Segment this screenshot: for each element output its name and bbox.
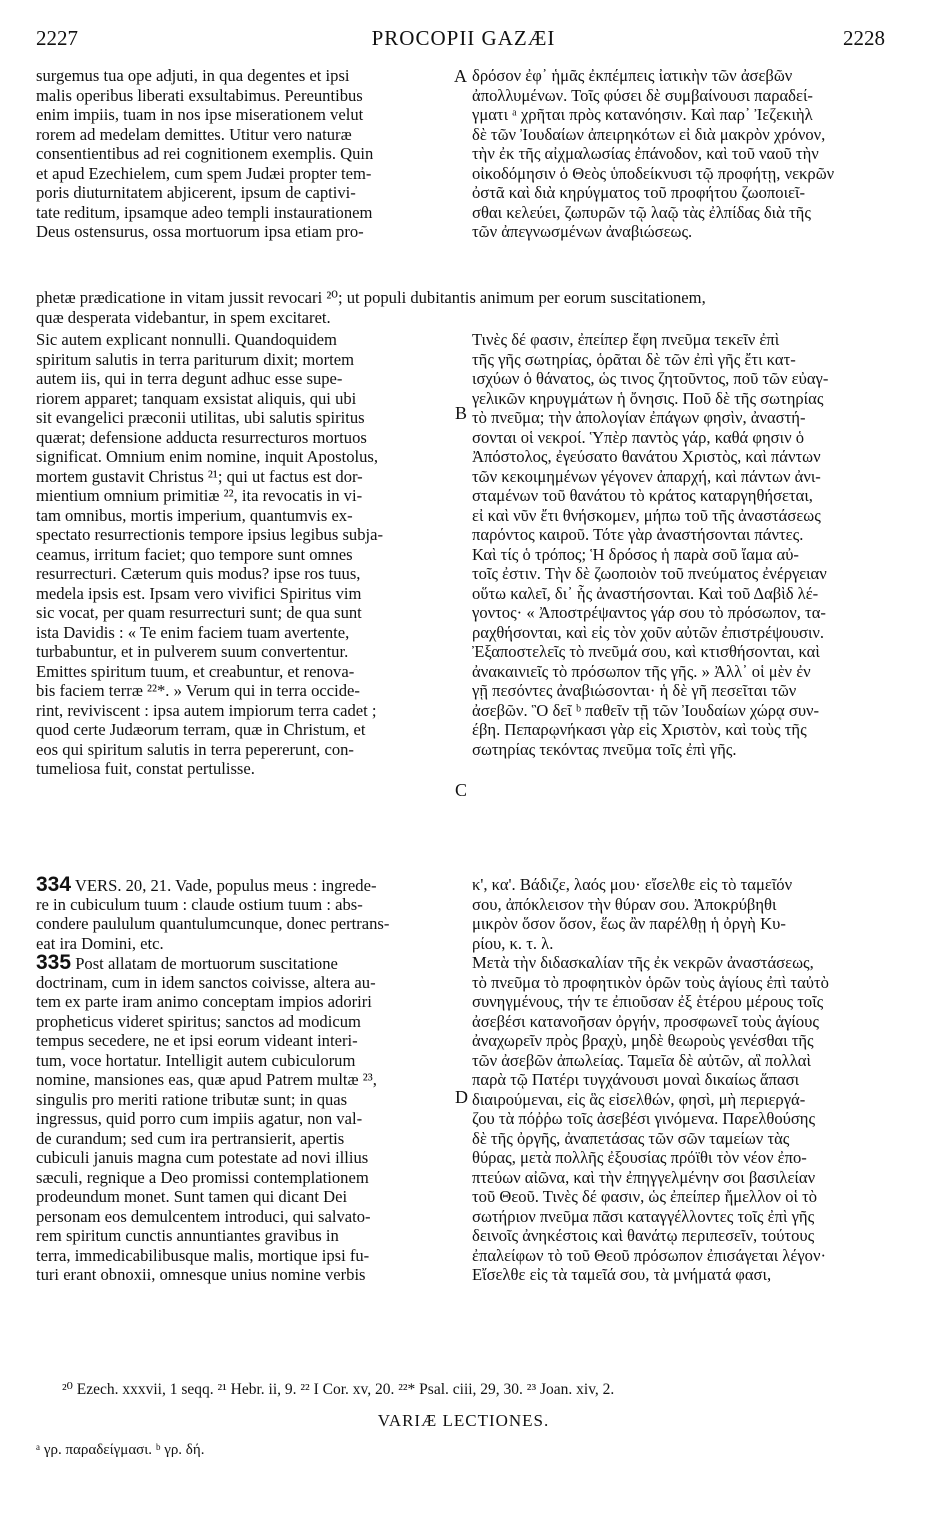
- text-line: κ', κα'. Βάδιζε, λαός μου· εἴσελθε εἰς τὸ ταμεῖόν: [472, 875, 793, 894]
- text-line: τὸ πνεῦμα τὸ προφητικὸν ὁρῶν τοὺς ἁγίους ἐπὶ ταὐτὸ: [472, 972, 829, 992]
- text-line: ἀναχωρεῖν πρὸς βραχὺ, μηδὲ θεωροὺς γενέσθαι τῆς: [472, 1031, 814, 1050]
- text-line: mientium omnium primitiæ ²², ita revocatis in vi-: [36, 486, 363, 505]
- text-line: quod certe Judæorum terram, quæ in Christum, et: [36, 720, 366, 739]
- text-line: τὸ πνεῦμα; τὴν ἀπολογίαν ἐπάγων φησὶν, ἀναστή-: [472, 408, 806, 427]
- text-line: et apud Ezechielem, cum spem Judæi propter tem-: [36, 163, 372, 183]
- text-line: τῶν ἀπεγνωσμένων ἀναβιώσεως.: [472, 222, 693, 241]
- greek-column-top: [472, 66, 902, 242]
- text-line: σθαι κελεύει, ζωπυρῶν τῷ λαῷ τὰς ἐλπίδας διὰ τῆς: [472, 202, 811, 222]
- section-number: 334: [36, 875, 72, 895]
- text-line: phetæ prædicatione in vitam jussit revocari ²⁰; ut populi dubitantis animum per eorum suscitationem,: [36, 288, 706, 307]
- text-line: ingressus, quid porro cum impiis agatur, non val-: [36, 1109, 363, 1128]
- text-line: Sic autem explicant nonnulli. Quandoquidem: [36, 330, 337, 349]
- text-line: enim impiis, tuam in nos ipse miserationem velut: [36, 105, 364, 124]
- text-line: condere paululum quantulumcunque, donec pertrans-: [36, 914, 390, 933]
- text-line: quæ desperata videbantur, in spem excitaret.: [36, 307, 331, 327]
- text-line: singulis pro meriti ratione tributæ sunt; in quas: [36, 1089, 348, 1109]
- text-line: τῶν κεκοιμημένων γέγονεν ἀπαρχή, καὶ πάντων ἀνι-: [472, 466, 821, 486]
- text-line: tum, voce hortatur. Intelligit autem cubiculorum: [36, 1050, 356, 1070]
- left-page-number: 2227: [36, 26, 78, 50]
- variae-lectiones-title: VARIÆ LECTIONES.: [377, 1411, 550, 1430]
- text-line: Μετὰ τὴν διδασκαλίαν τῆς ἐκ νεκρῶν ἀναστάσεως,: [472, 953, 814, 972]
- text-line: δὲ τῶν Ἰουδαίων ἀπειρηκότων εἰ διὰ μακρὸν χρόνον,: [472, 124, 826, 144]
- text-line: Εἴσελθε εἰς τὰ ταμεῖά σου, τὰ μνήματά φασι,: [472, 1265, 772, 1284]
- text-line: τῶν ἀσεβῶν ἀπωλείας. Ταμεῖα δὲ αὐτῶν, αἳ πολλαὶ: [472, 1050, 811, 1070]
- text-line: σονται οἱ νεκροί. Ὑπὲρ παντὸς γάρ, καθά φησιν ὁ: [472, 427, 805, 447]
- text-line: surgemus tua ope adjuti, in qua degentes et ipsi: [36, 66, 350, 85]
- text-line: tempus secedere, ne et ipsi eorum videant interi-: [36, 1031, 358, 1050]
- text-line: γοντος· « Ἀποστρέψαντος γάρ σου τὸ πρόσωπον, τα-: [472, 603, 826, 622]
- text-line: πτεύων αἰῶνα, καὶ τὴν ἐπηγγελμένην σοι βασιλείαν: [472, 1167, 816, 1187]
- paragraph-start: Post allatam de mortuorum suscitatione: [75, 954, 338, 973]
- margin-marker-c: C: [455, 780, 468, 800]
- text-line: [36, 953, 454, 973]
- text-line: εἰ καὶ νῦν ἔτι θνήσκομεν, μήπω τοῦ τῆς ἀναστάσεως: [472, 505, 821, 525]
- text-line: bis faciem terræ ²²*. » Verum qui in terra occide-: [36, 681, 360, 700]
- text-line: δεινοῖς ἀνηκέστοις καὶ θανάτῳ περιπεσεῖν, τούτους: [472, 1226, 815, 1245]
- text-line: μικρὸν ὅσον ὅσον, ἕως ἂν παρέλθῃ ἡ ὀργὴ Κυ-: [472, 914, 786, 933]
- text-line: tam omnibus, mortis imperium, quantumvis ex-: [36, 505, 353, 525]
- text-line: significat. Omnium enim nomine, inquit Apostolus,: [36, 447, 379, 466]
- text-line: rorem ad medelam demittes. Utitur vero naturæ: [36, 124, 352, 144]
- text-line: Τινὲς δέ φασιν, ἐπείπερ ἔφη πνεῦμα τεκεῖν ἐπὶ: [472, 330, 780, 349]
- text-line: ἀπολλυμένων. Τοῖς φύσει δὲ συμβαίνουσι παραδεί-: [472, 85, 813, 105]
- text-line: de curandum; sed cum ira pertransierit, apertis: [36, 1128, 345, 1148]
- text-line: quærat; defensione adducta resurrecturos mortuos: [36, 427, 367, 447]
- text-line: tumeliosa fuit, constat pertulisse.: [36, 759, 255, 778]
- text-line: παρόντος καιροῦ. Τότε γὰρ ἀναστήσονται πάντες.: [472, 525, 804, 544]
- text-line: σωτήριον πνεῦμα πᾶσι καταγγέλλοντες τοῖς ἐπὶ γῆς: [472, 1206, 815, 1226]
- text-line: τοῖς ἐστιν. Τὴν δὲ ζωοποιὸν τοῦ πνεύματος ἐνέργειαν: [472, 564, 827, 583]
- text-line: σωτηρίας τεκόντας πνεῦμα τοῖς ἐπὶ γῆς.: [472, 739, 737, 759]
- text-line: Ἀπόστολος, ἐγεύσατο θανάτου Χριστὸς, καὶ πάντων: [472, 447, 821, 466]
- text-line: autem iis, qui in terra degunt adhuc esse supe-: [36, 369, 343, 388]
- text-line: δρόσον ἐφ᾽ ἡμᾶς ἐκπέμπεις ἰατικὴν τῶν ἀσεβῶν: [472, 66, 793, 85]
- text-line: Καὶ τίς ὁ τρόπος; Ἡ δρόσος ἡ παρὰ σοῦ ἴαμα αὐ-: [472, 544, 799, 564]
- text-line: ἀσεβῶν. Ὃ δεῖ ᵇ παθεῖν τῇ τῶν Ἰουδαίων χώρᾳ συν-: [472, 700, 820, 720]
- text-line: παρὰ τῷ Πατέρι τυγχάνουσι μοναὶ δικαίως ἅπασι: [472, 1070, 800, 1089]
- text-line: poris diuturnitatem abjicerent, ipsum de captivi-: [36, 183, 356, 202]
- text-line: ραχθήσονται, καὶ εἰς τὸν χοῦν αὐτῶν ἐπιστρέψουσιν.: [472, 622, 825, 642]
- text-line: rem spiritum cunctis annuntiantes gravibus in: [36, 1226, 339, 1245]
- text-line: ισχύων ὁ θάνατος, ὡς τινος ζητοῦντος, ποῦ τῶν εὐαγ-: [472, 369, 829, 388]
- page-header: [0, 26, 927, 56]
- latin-column-bottom: [36, 875, 454, 1285]
- variae-lectiones: ᵃ γρ. παραδείγμασι. ᵇ γρ. δή.: [36, 1442, 205, 1458]
- right-page-number: 2228: [843, 26, 885, 50]
- text-line: τῆς γῆς σωτηρίας, ὁρᾶται δὲ τῶν ἐπὶ γῆς ἔτι κατ-: [472, 349, 796, 369]
- text-line: re in cubiculum tuum : claude ostium tuum : abs-: [36, 894, 363, 914]
- margin-marker-d: D: [455, 1087, 468, 1107]
- text-line: ceamus, irritum faciet; quo tempore sunt omnes: [36, 544, 353, 564]
- text-line: nomine, mansiones eas, quæ apud Patrem multæ ²³,: [36, 1070, 377, 1089]
- text-line: turi erant obnoxii, omnesque unius nomine verbis: [36, 1265, 366, 1284]
- text-line: malis operibus liberati exsultabimus. Pereuntibus: [36, 85, 363, 105]
- text-line: οὕτω καλεῖ, δι᾽ ἧς ἀναστήσονται. Καὶ τοῦ Δαβὶδ λέ-: [472, 583, 819, 603]
- text-line: consentientibus ad rei cognitionem exemplis. Quin: [36, 144, 374, 163]
- text-line: γῇ πεσόντες ἀναβιώσονται· ἡ δὲ γῆ πεσεῖται τῶν: [472, 681, 797, 700]
- latin-column-middle: [36, 330, 454, 779]
- greek-column-bottom: [472, 875, 902, 1285]
- text-line: spectato resurrectionis tempore ipsius legibus subja-: [36, 525, 384, 544]
- footnotes: ²⁰ Ezech. xxxvii, 1 seqq. ²¹ Hebr. ii, 9. ²² I Cor. xv, 20. ²²* Psal. ciii, 29, 30. ²³ Joan. xiv, 2.: [62, 1381, 615, 1398]
- text-line: δὲ τῆς ὀργῆς, ἀναπετάσας τῶν σῶν ταμείων τὰς: [472, 1128, 790, 1148]
- spanning-line: [36, 288, 906, 327]
- text-line: τοῦ Θεοῦ. Τινὲς δέ φασιν, ὡς ἐπείπερ ἤμελλον οἱ τὸ: [472, 1187, 818, 1206]
- text-line: riorem apparet; tanquam exsistat aliquis, qui ubi: [36, 388, 357, 408]
- text-line: σταμένων τοῦ θανάτου τὸ κράτος καταργηθήσεται,: [472, 486, 813, 505]
- text-line: eat ira Domini, etc.: [36, 933, 164, 953]
- text-line: personam eos demulcentem introduci, qui salvato-: [36, 1206, 371, 1226]
- text-line: θύρας, μετὰ πολλῆς ἐξουσίας πρόϊθι τὸν νέον ἐπο-: [472, 1148, 807, 1167]
- text-line: γελικῶν κηρυγμάτων ἡ ὄνησις. Ποῦ δὲ τῆς σωτηρίας: [472, 388, 824, 408]
- text-line: ἀσεβέσι κατανοῆσαν ὀργήν, προσφωνεῖ τοὺς ἁγίους: [472, 1011, 819, 1031]
- section-number: 335: [36, 953, 72, 973]
- running-title: PROCOPII GAZÆI: [371, 26, 556, 50]
- text-line: Deus ostensurus, ossa mortuorum ipsa etiam pro-: [36, 222, 364, 241]
- text-line: rint, reviviscent : ipsa autem impiorum terra cadet ;: [36, 700, 377, 720]
- text-line: ἐπαλείφων τὸ τοῦ Θεοῦ πρόσωπον ἐπισάγεται λέγον·: [472, 1245, 826, 1265]
- greek-column-middle: [472, 330, 902, 759]
- text-line: [36, 875, 454, 895]
- text-line: σου, ἀπόκλεισον τὴν θύραν σου. Ἀποκρύβηθι: [472, 894, 777, 914]
- text-line: sæculi, regnique a Deo promissi contemplationem: [36, 1167, 369, 1187]
- text-line: ζου τὰ πόῤῥω τοῖς ἀσεβέσι γινόμενα. Παρελθούσης: [472, 1109, 816, 1128]
- text-line: eos qui spiritum salutis in terra pepererunt, con-: [36, 739, 354, 759]
- text-line: διαιρούμεναι, εἰς ἃς εἰσελθών, φησὶ, μὴ περιεργά-: [472, 1089, 806, 1109]
- text-line: ista Davidis : « Te enim faciem tuam avertente,: [36, 622, 350, 642]
- text-line: propheticus videret spiritus; sanctos ad modicum: [36, 1011, 361, 1031]
- margin-marker-a: A: [454, 66, 467, 86]
- text-line: sit evangelici præconii utilitas, ubi salutis spiritus: [36, 408, 365, 427]
- text-line: medela ipsis est. Ipsam vero vivifici Spiritus vim: [36, 583, 362, 603]
- text-line: terra, immedicabilibusque malis, mortique ipsi fu-: [36, 1245, 370, 1265]
- text-line: resurrecturi. Cæterum quis modus? ipse ros tuus,: [36, 564, 361, 583]
- text-line: ρίου, κ. τ. λ.: [472, 933, 554, 953]
- text-line: tem ex parte iram animo conceptam impios adoriri: [36, 992, 372, 1011]
- text-line: doctrinam, cum in idem sanctos coivisse, altera au-: [36, 972, 376, 992]
- text-line: Ἐξαποστελεῖς τὸ πνεῦμά σου, καὶ κτισθήσονται, καὶ: [472, 642, 820, 661]
- text-line: prodeundum monet. Sunt tamen qui dicant Dei: [36, 1187, 348, 1206]
- text-line: tate reditum, ipsamque adeo templi instaurationem: [36, 202, 373, 222]
- text-line: συνηγμένους, τήν τε ἐπιοῦσαν ἐξ ἑτέρου μέρους τοῖς: [472, 992, 824, 1011]
- text-line: mortem gustavit Christus ²¹; qui ut factus est dor-: [36, 466, 363, 486]
- text-line: ἀνακαινιεῖς τὸ πρόσωπον τῆς γῆς. » Ἀλλ᾽ οἱ μὲν ἐν: [472, 661, 811, 681]
- text-line: Emittes spiritum tuum, et creabuntur, et renova-: [36, 661, 355, 681]
- text-line: τὴν ἐκ τῆς αἰχμαλωσίας ἐπάνοδον, καὶ τοῦ ναοῦ τὴν: [472, 144, 819, 163]
- text-line: έβη. Πεπαρῳνήκασι γὰρ εἰς Χριστὸν, καὶ τοὺς τῆς: [472, 720, 807, 739]
- text-line: spiritum salutis in terra pariturum dixit; mortem: [36, 349, 354, 369]
- text-line: turbabuntur, et in pulverem suum convertentur.: [36, 642, 349, 661]
- text-line: γματι ᵃ χρῆται πρὸς κατανόησιν. Καὶ παρ᾽ Ἰεζεκιὴλ: [472, 105, 813, 124]
- latin-column-top: [36, 66, 454, 242]
- text-line: cubiculi januis magna cum potestate ad novi illius: [36, 1148, 369, 1167]
- text-line: οἰκοδόμησιν ὁ Θεὸς ὑποδείκνυσι τῷ προφήτῃ, νεκρῶν: [472, 163, 835, 183]
- margin-marker-b: B: [455, 403, 468, 423]
- text-line: ὀστᾶ καὶ διὰ κηρύγματος τοῦ προφήτου ζωοποιεῖ-: [472, 183, 806, 202]
- verse-line: VERS. 20, 21. Vade, populus meus : ingrede-: [74, 876, 377, 895]
- text-line: sic vocat, per quam resurrecturi sunt; de qua sunt: [36, 603, 362, 622]
